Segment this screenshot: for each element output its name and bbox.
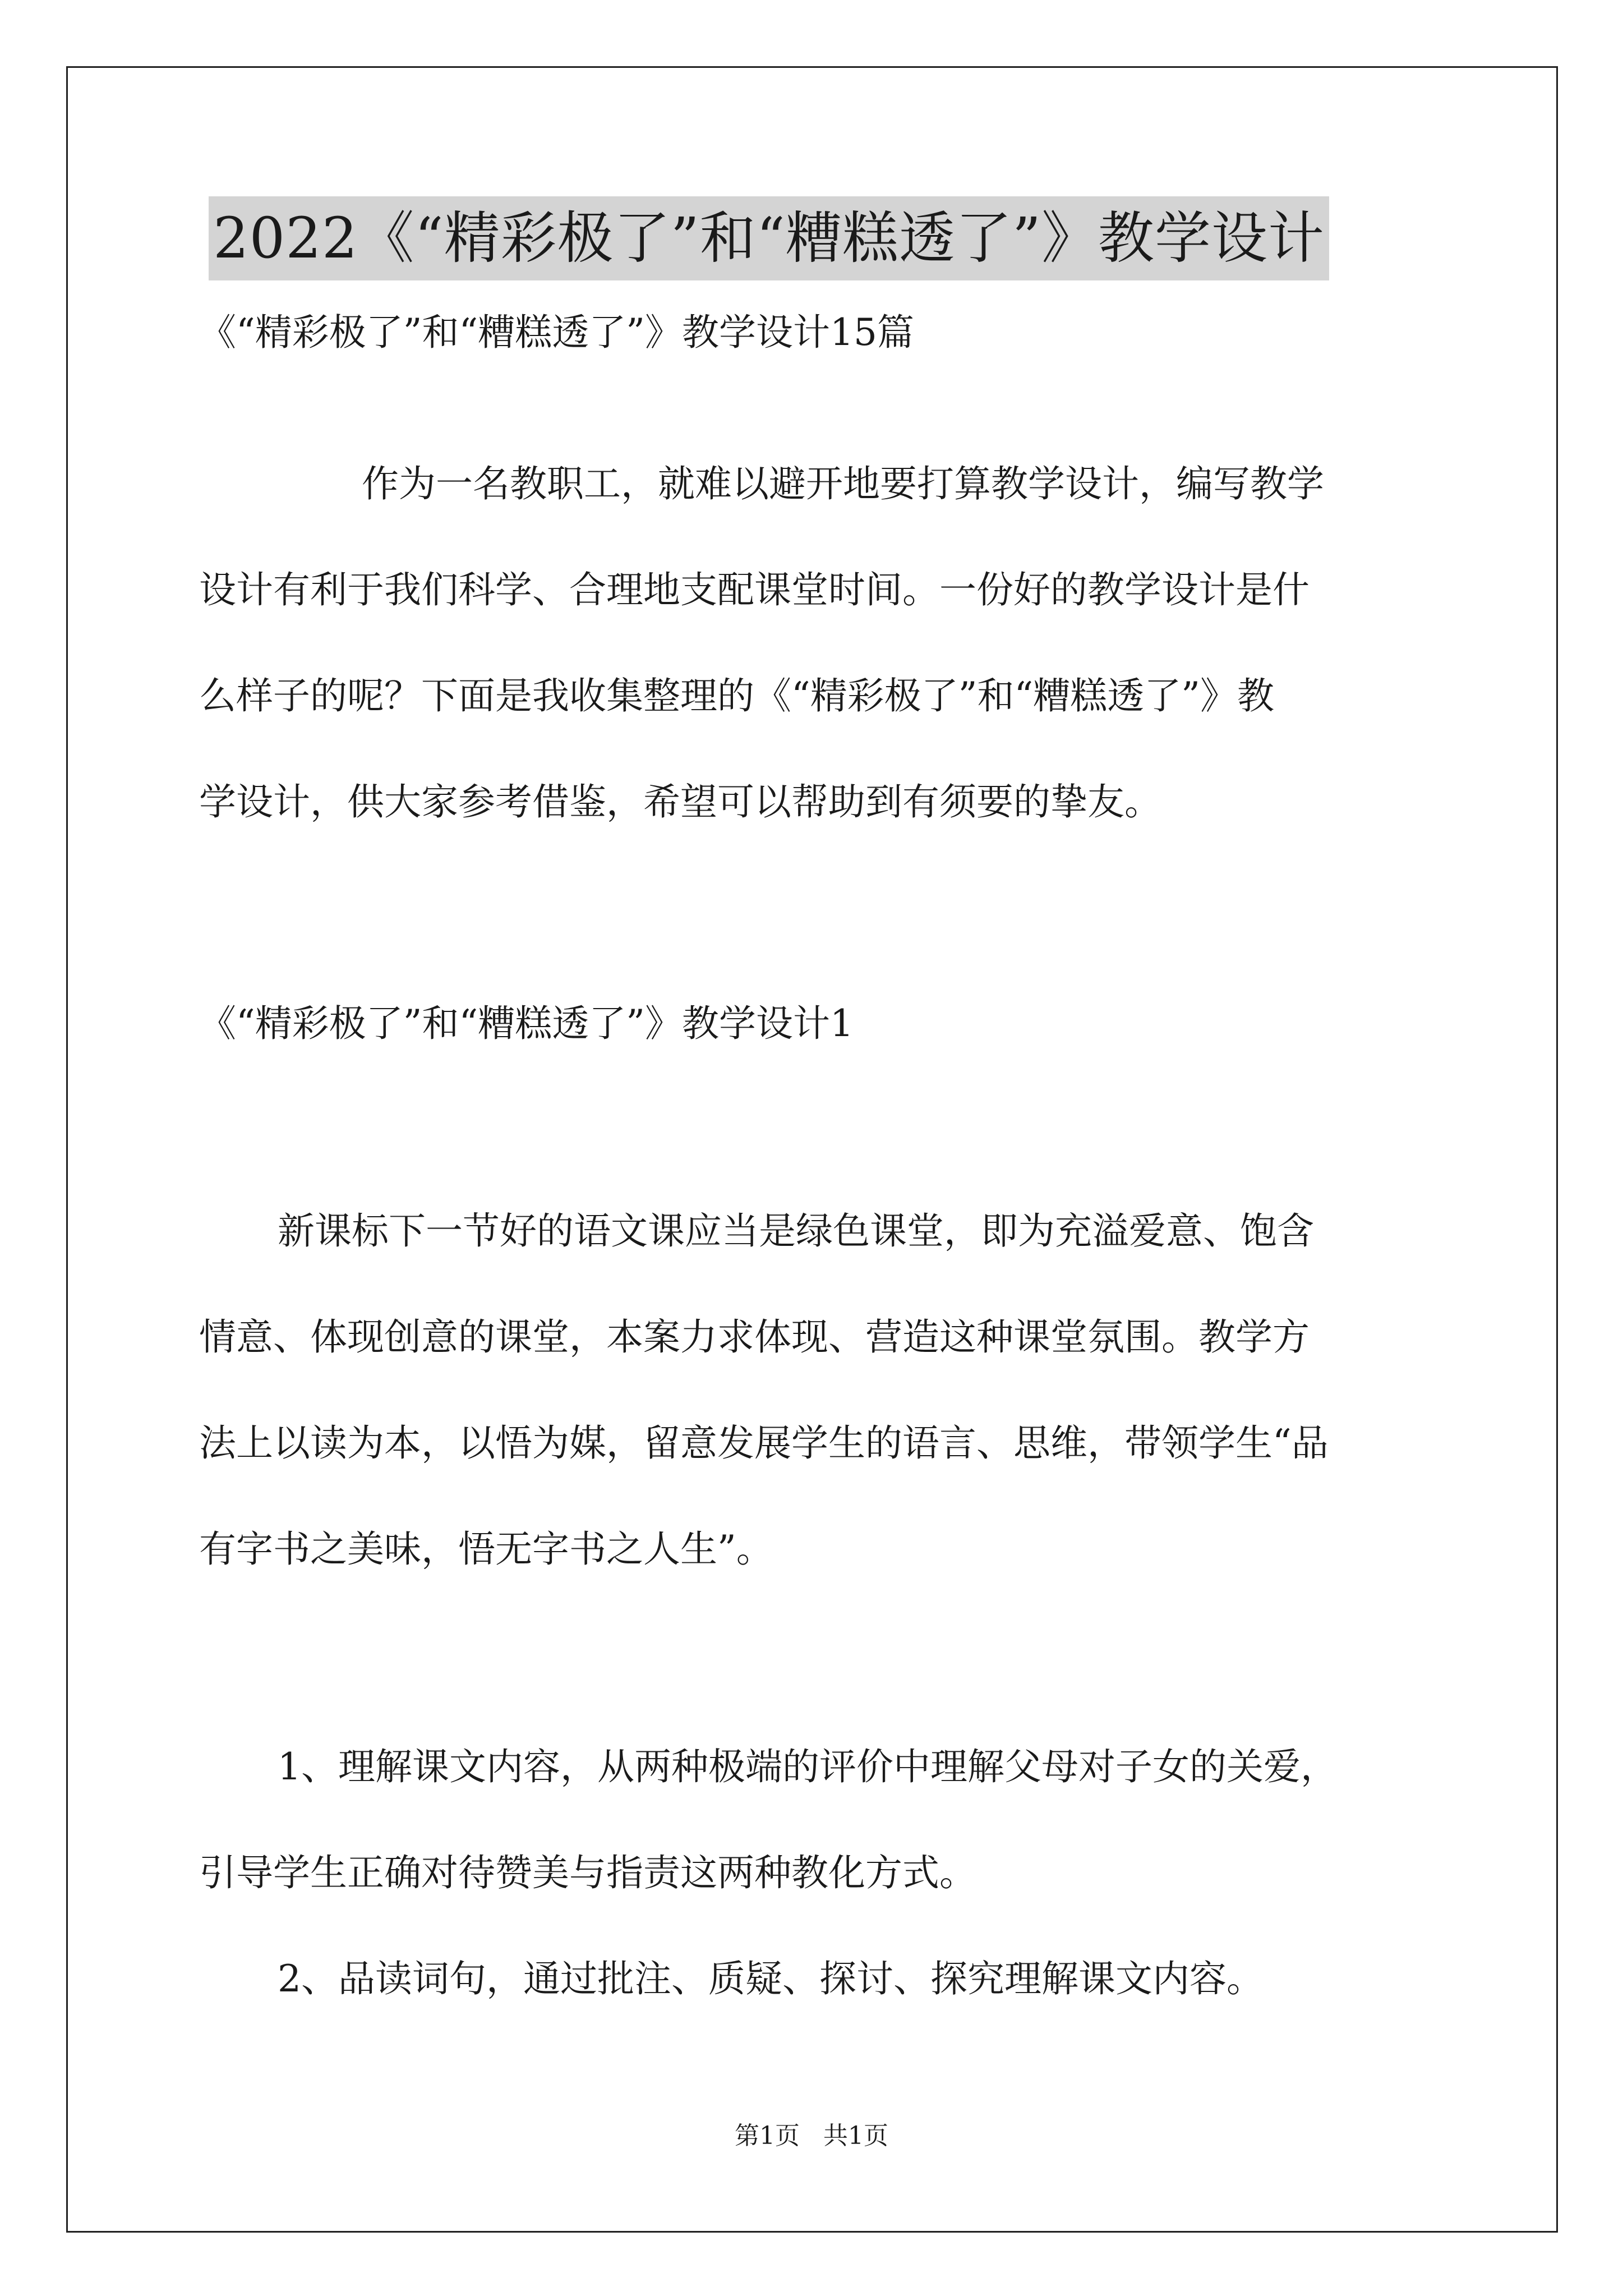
paragraph-line-4: 有字书之美味，悟无字书之人生”。 <box>199 1527 773 1571</box>
section-heading: 《“精彩极了”和“糟糕透了”》教学设计1 <box>199 1002 854 1045</box>
page-border <box>66 66 1558 2233</box>
paragraph-line-1: 新课标下一节好的语文课应当是绿色课堂，即为充溢爱意、饱含 <box>278 1209 1314 1253</box>
document-subtitle: 《“精彩极了”和“糟糕透了”》教学设计15篇 <box>199 311 914 354</box>
intro-line-1: 作为一名教职工，就难以避开地要打算教学设计，编写教学 <box>362 462 1324 505</box>
intro-line-4: 学设计，供大家参考借鉴，希望可以帮助到有须要的挚友。 <box>199 780 1161 823</box>
page-number-footer: 第1页 共1页 <box>735 2122 888 2150</box>
goal-2-line: 2、品读词句，通过批注、质疑、探讨、探究理解课文内容。 <box>278 1957 1264 2000</box>
intro-line-2: 设计有利于我们科学、合理地支配课堂时间。一份好的教学设计是什 <box>199 568 1310 611</box>
intro-line-3: 么样子的呢？下面是我收集整理的《“精彩极了”和“糟糕透了”》教 <box>199 674 1274 717</box>
paragraph-line-3: 法上以读为本，以悟为媒，留意发展学生的语言、思维，带领学生“品 <box>199 1421 1329 1465</box>
document-title: 2022《“精彩极了”和“糟糕透了”》教学设计 <box>209 196 1329 280</box>
paragraph-line-2: 情意、体现创意的课堂，本案力求体现、营造这种课堂氛围。教学方 <box>199 1315 1310 1359</box>
goal-1-line-2: 引导学生正确对待赞美与指责这两种教化方式。 <box>199 1851 976 1894</box>
goal-1-line-1: 1、理解课文内容，从两种极端的评价中理解父母对子女的关爱， <box>278 1745 1338 1788</box>
